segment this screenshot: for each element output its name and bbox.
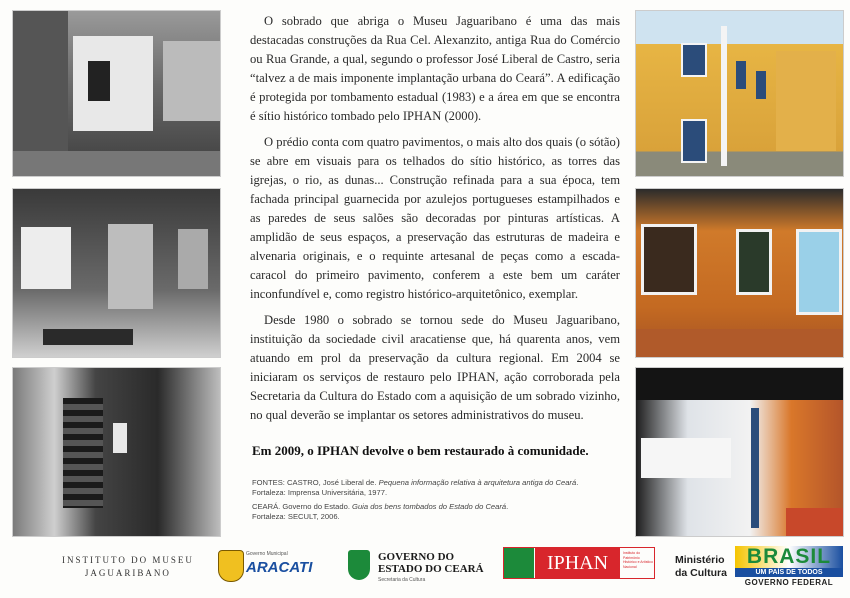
paragraph-3: Desde 1980 o sobrado se tornou sede do Museu Jaguaribano, instituição da sociedade civil aracatiense que, há quarenta anos, vem atuando em prol da preservação da cultura regional. Em 2004 se iniciaram os serviços de restauro pelo IPHAN, ação corroborada pela Secretaria da Cultura do Estado com a aquisição de um sobrado vizinho, no qual deverão se implantar os setores administrativos do museu. (250, 313, 620, 422)
article-body (250, 12, 620, 432)
reference-2: CEARÁ. Governo do Estado. Guia dos bens tombados do Estado do Ceará. Fortaleza: SECULT, 2006. (252, 502, 509, 521)
headline: Em 2009, o IPHAN devolve o bem restaurado à comunidade. (252, 443, 589, 458)
logo-governo-ceara: GOVERNO DO ESTADO DO CEARÁ Secretaria da Cultura (348, 548, 478, 588)
logo-iphan: IPHAN Instituto do Patrimônio Histórico e Artístico Nacional (503, 547, 655, 579)
photo-restored-room (635, 188, 844, 358)
logo-brasil-governo-federal: BRASIL UM PAÍS DE TODOS GOVERNO FEDERAL (735, 546, 843, 590)
reference-1: FONTES: CASTRO, José Liberal de. Pequena informação relativa à arquitetura antiga do Ceará. Fortaleza: Imprensa Universitária, 1977. (252, 478, 579, 497)
photo-restored-facade (635, 10, 844, 177)
aracati-crest-icon (218, 550, 244, 582)
references (252, 478, 622, 526)
photo-restored-hallway (635, 367, 844, 537)
logo-museu-jaguaribano: INSTITUTO DO MUSEU JAGUARIBANO (62, 555, 194, 578)
iphan-emblem-icon (504, 548, 534, 578)
paragraph-1: O sobrado que abriga o Museu Jaguaribano é uma das mais destacadas construções da Rua Cel. Alexanzito, antiga Rua do Comércio ou Rua Grande, a qual, segundo o professor José Liberal de Castro, seria “talvez a de mais imponente implantação urbana do Ceará”. A edificação é protegida por tombamento estadual (1983) e a área em que se encontra é sítio histórico tombado pelo IPHAN (2000). (250, 14, 620, 123)
ceara-crest-icon (348, 550, 370, 580)
photo-interior-room (12, 188, 221, 358)
sponsor-logos (0, 540, 850, 598)
photo-staircase (12, 367, 221, 537)
logo-ministerio-cultura: Ministério da Cultura (675, 554, 727, 579)
paragraph-2: O prédio conta com quatro pavimentos, o mais alto dos quais (o sótão) se abre em visuais para os telhados do sítio histórico, as torres das igrejas, o rio, as dunas... Construção refinada para a sua época, tem fachada principal guarnecida por azulejos portugueses estampilhados e as paredes de seus salões são decoradas por pinturas artísticas. A amplidão de seus espaços, a preservação das estruturas de madeira e alvenaria originais, e o requinte artesanal de peças como a escada-caracol do primeiro pavimento, conferem a este bem um caráter inconfundível e, como registro histórico-arquitetônico, exemplar. (250, 135, 620, 301)
photo-facade-ruins (12, 10, 221, 177)
logo-aracati: Governo Municipal ARACATI (218, 548, 308, 582)
